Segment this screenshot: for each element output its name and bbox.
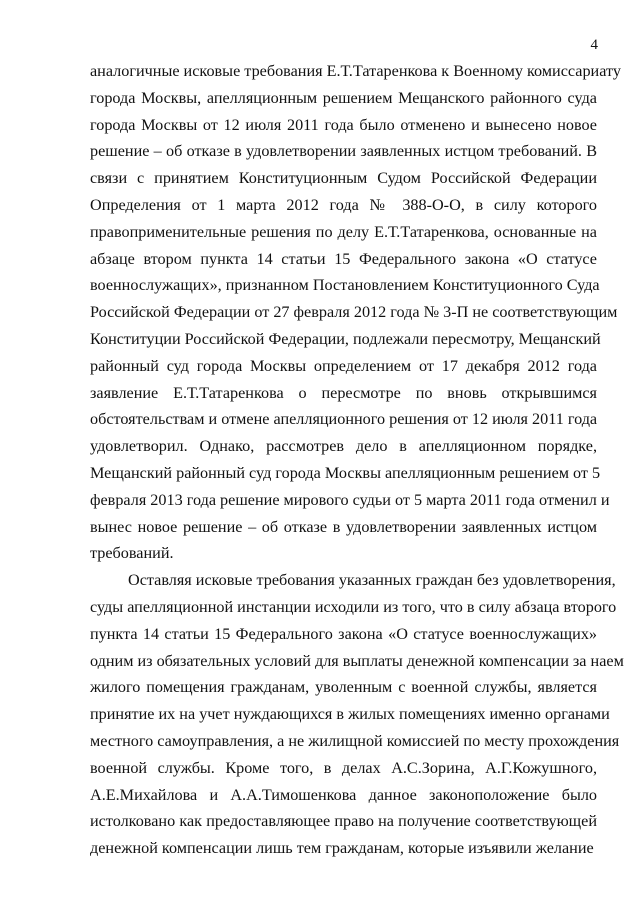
text-line: истолковано как предоставляющее право на получение соответствующей <box>90 812 597 831</box>
text-line: Российской Федерации от 27 февраля 2012 года № 3-П не соответствующим <box>90 303 618 322</box>
text-line: абзаце втором пункта 14 статьи 15 Федерального закона «О статусе <box>90 249 597 268</box>
text-line: правоприменительные решения по делу Е.Т.Татаренкова, основанные на <box>90 222 597 241</box>
text-line: Оставляя исковые требования указанных граждан без удовлетворения, <box>128 571 616 590</box>
text-line: военной службы. Кроме того, в делах А.С.Зорина, А.Г.Кожушного, <box>90 758 597 777</box>
text-line: города Москвы от 12 июля 2011 года было отменено и вынесено новое <box>90 115 597 134</box>
text-line: Мещанский районный суд города Москвы апелляционным решением от 5 <box>90 463 601 482</box>
text-line: решение – об отказе в удовлетворении заявленных истцом требований. В <box>90 142 597 161</box>
text-line: районный суд города Москвы определением от 17 декабря 2012 года <box>90 356 597 375</box>
text-line: принятие их на учет нуждающихся в жилых помещениях именно органами <box>90 705 610 724</box>
text-line: обстоятельствам и отмене апелляционного решения от 12 июля 2011 года <box>90 410 598 429</box>
text-line: февраля 2013 года решение мирового судьи от 5 марта 2011 года отменил и <box>90 490 610 509</box>
paragraph <box>90 567 624 862</box>
paragraph <box>90 58 621 567</box>
text-line: аналогичные исковые требования Е.Т.Татаренкова к Военному комиссариату <box>90 62 621 80</box>
text-line: денежной компенсации лишь тем гражданам, которые изъявили желание <box>90 839 594 858</box>
text-line: города Москвы, апелляционным решением Мещанского районного суда <box>90 88 597 107</box>
text-line: удовлетворил. Однако, рассмотрев дело в апелляционном порядке, <box>90 437 597 456</box>
text-line: местного самоуправления, а не жилищной комиссией по месту прохождения <box>90 731 620 750</box>
text-line: А.Е.Михайлова и А.А.Тимошенкова данное законоположение было <box>90 785 597 804</box>
text-line: связи с принятием Конституционным Судом Российской Федерации <box>90 169 597 188</box>
text-line: Конституции Российской Федерации, подлежали пересмотру, Мещанский <box>90 329 601 348</box>
text-line: заявление Е.Т.Татаренкова о пересмотре по вновь открывшимся <box>90 383 597 402</box>
page-number: 4 <box>590 37 598 53</box>
text-line: Определения от 1 марта 2012 года № 388-О-О, в силу которого <box>90 195 597 214</box>
text-line: пункта 14 статьи 15 Федерального закона «О статусе военнослужащих» <box>90 624 597 643</box>
text-line: одним из обязательных условий для выплаты денежной компенсации за наем <box>90 651 624 670</box>
text-line: требований. <box>90 544 174 563</box>
text-line: военнослужащих», признанном Постановлением Конституционного Суда <box>90 276 600 295</box>
document-body <box>90 58 624 862</box>
text-line: вынес новое решение – об отказе в удовлетворении заявленных истцом <box>90 517 597 536</box>
text-line: жилого помещения гражданам, уволенным с военной службы, является <box>90 678 597 697</box>
text-line: суды апелляционной инстанции исходили из того, что в силу абзаца второго <box>90 597 617 616</box>
